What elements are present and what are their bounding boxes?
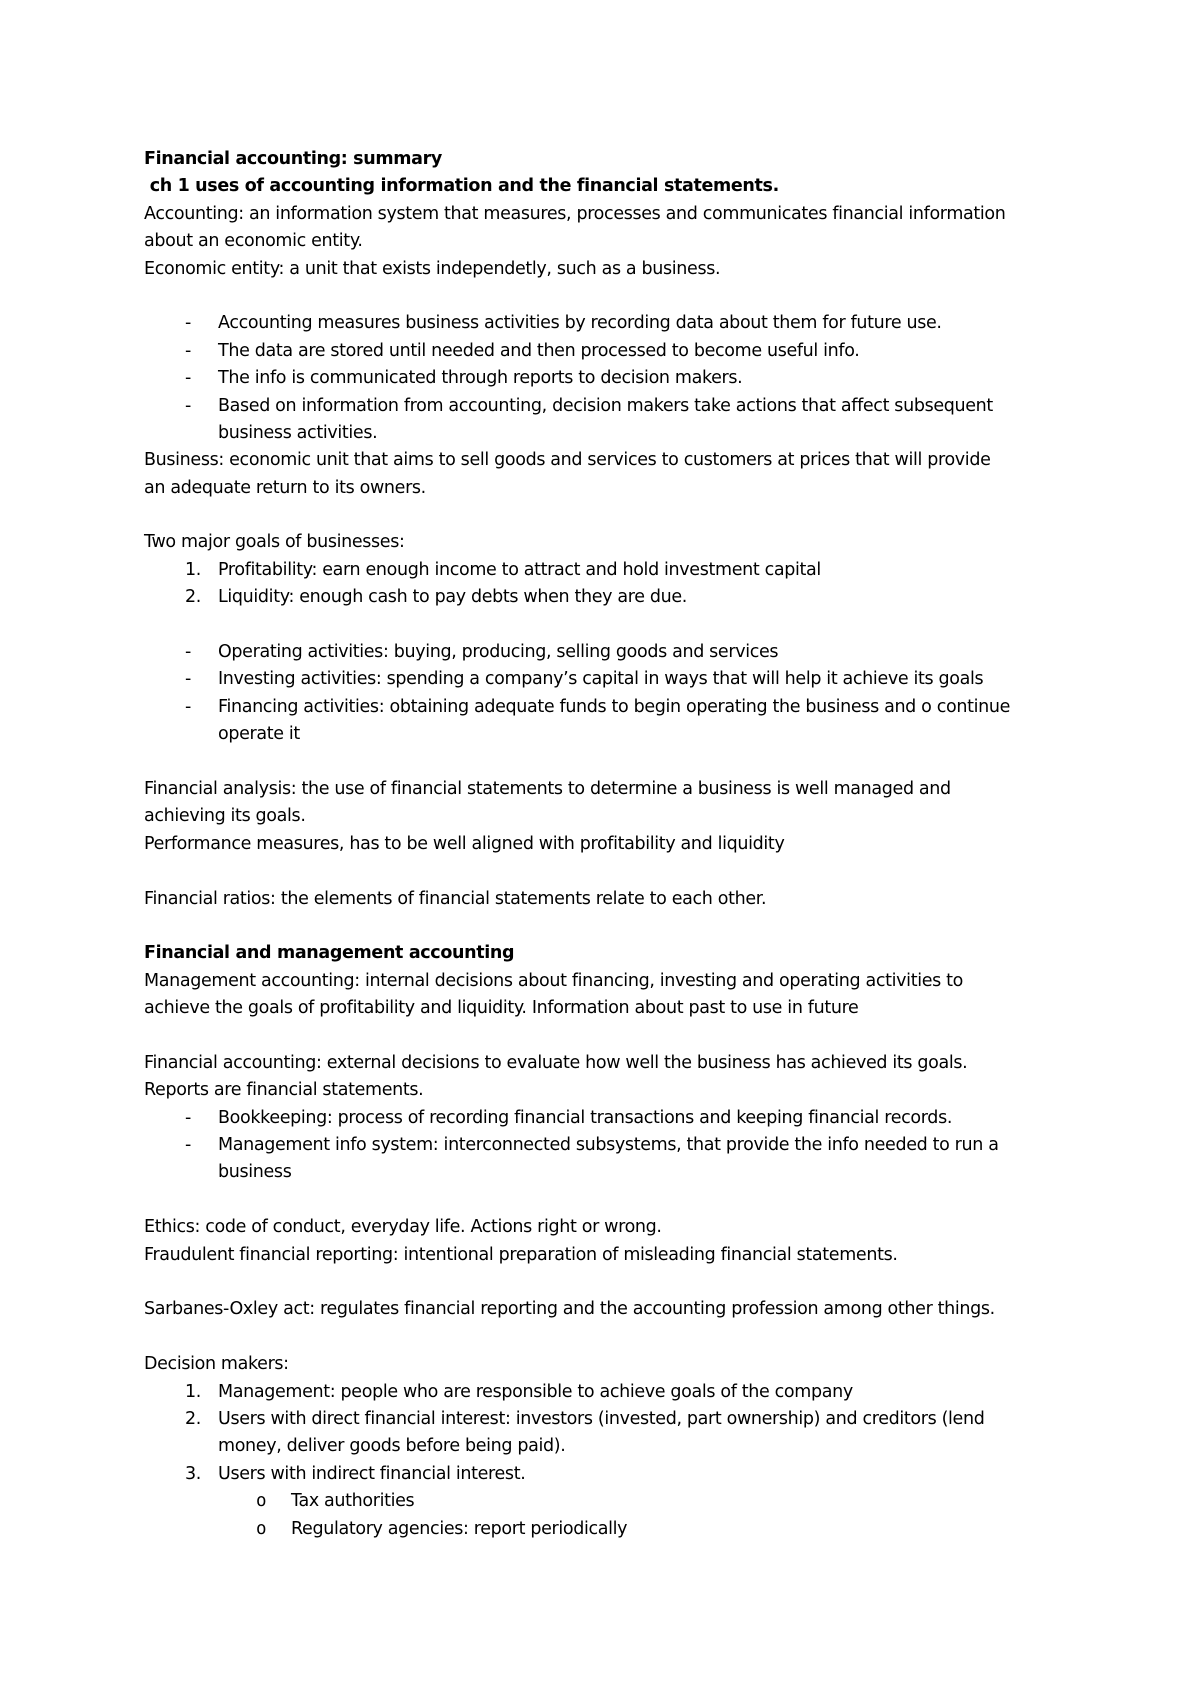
paragraph-line: achieve the goals of profitability and liquidity. Information about past to use in future	[144, 998, 859, 1019]
paragraph-line: Management accounting: internal decisions about financing, investing and operating activities to	[144, 970, 963, 991]
paragraph-line: achieving its goals.	[144, 806, 306, 827]
document-body	[144, 146, 1084, 1543]
list-item-continuation: operate it	[218, 724, 300, 745]
list-item	[144, 310, 1084, 337]
chapter-heading: ch 1 uses of accounting information and the financial statements.	[144, 176, 779, 197]
blank-line	[144, 502, 1084, 529]
list-item	[144, 365, 1084, 392]
list-item-text: Users with direct financial interest: investors (invested, part ownership) and creditors (lend	[218, 1408, 985, 1429]
list-item-text: Accounting measures business activities by recording data about them for future use.	[218, 313, 942, 334]
blank-line	[144, 283, 1084, 310]
paragraph-line: Sarbanes-Oxley act: regulates financial reporting and the accounting profession among other things.	[144, 1299, 995, 1320]
list-item-continuation: business	[218, 1162, 292, 1183]
list-item	[144, 666, 1084, 693]
numbered-item	[144, 1461, 1084, 1488]
paragraph-line: Fraudulent financial reporting: intentional preparation of misleading financial statements.	[144, 1244, 898, 1265]
list-item-text: Liquidity: enough cash to pay debts when they are due.	[218, 587, 687, 608]
numbered-item	[144, 584, 1084, 611]
list-item-continuation: business activities.	[218, 422, 378, 443]
blank-line	[144, 1324, 1084, 1351]
dash-marker: -	[185, 340, 191, 361]
section-heading: Financial and management accounting	[144, 943, 515, 964]
dash-marker: -	[185, 313, 191, 334]
sub-list-item	[144, 1516, 1084, 1543]
list-item-text: The info is communicated through reports to decision makers.	[218, 368, 743, 389]
list-item	[144, 694, 1084, 721]
dash-marker: -	[185, 368, 191, 389]
blank-line	[144, 913, 1084, 940]
blank-line	[144, 1269, 1084, 1296]
circle-bullet-marker: o	[256, 1518, 267, 1539]
list-item-text: Management info system: interconnected subsystems, that provide the info needed to run a	[218, 1135, 999, 1156]
numbered-item	[144, 1379, 1084, 1406]
blank-line	[144, 749, 1084, 776]
number-marker: 2.	[185, 587, 201, 608]
list-item	[144, 1105, 1084, 1132]
number-marker: 1.	[185, 1381, 201, 1402]
list-item-text: Investing activities: spending a company’s capital in ways that will help it achieve its goals	[218, 669, 984, 690]
dash-marker: -	[185, 1135, 191, 1156]
sub-list-item	[144, 1488, 1084, 1515]
dash-marker: -	[185, 669, 191, 690]
paragraph-line: Business: economic unit that aims to sell goods and services to customers at prices that will provide	[144, 450, 991, 471]
list-item	[144, 393, 1084, 420]
list-item-text: Users with indirect financial interest.	[218, 1463, 526, 1484]
number-marker: 3.	[185, 1463, 201, 1484]
number-marker: 1.	[185, 559, 201, 580]
list-item-text: Profitability: earn enough income to attract and hold investment capital	[218, 559, 821, 580]
number-marker: 2.	[185, 1408, 201, 1429]
paragraph-line: about an economic entity.	[144, 231, 363, 252]
list-item-text: Tax authorities	[291, 1491, 415, 1512]
dash-marker: -	[185, 696, 191, 717]
list-item-text: The data are stored until needed and then processed to become useful info.	[218, 340, 860, 361]
document-title: Financial accounting: summary	[144, 149, 442, 169]
blank-line	[144, 1187, 1084, 1214]
list-item-text: Bookkeeping: process of recording financial transactions and keeping financial records.	[218, 1107, 953, 1128]
list-item-text: Management: people who are responsible to achieve goals of the company	[218, 1381, 853, 1402]
list-item-text: Financing activities: obtaining adequate funds to begin operating the business and o continue	[218, 696, 1011, 717]
list-item-continuation: money, deliver goods before being paid).	[218, 1436, 566, 1457]
paragraph-line: Ethics: code of conduct, everyday life. Actions right or wrong.	[144, 1217, 662, 1238]
paragraph-line: Two major goals of businesses:	[144, 532, 405, 553]
paragraph-line: Decision makers:	[144, 1354, 289, 1375]
paragraph-line: Performance measures, has to be well aligned with profitability and liquidity	[144, 833, 785, 854]
blank-line	[144, 612, 1084, 639]
paragraph-line: Reports are financial statements.	[144, 1080, 424, 1101]
list-item-text: Based on information from accounting, decision makers take actions that affect subsequent	[218, 395, 993, 416]
blank-line	[144, 858, 1084, 885]
list-item-text: Regulatory agencies: report periodically	[291, 1518, 628, 1539]
paragraph-line: an adequate return to its owners.	[144, 477, 426, 498]
numbered-item	[144, 557, 1084, 584]
paragraph-line: Economic entity: a unit that exists independetly, such as a business.	[144, 258, 721, 279]
list-item	[144, 1132, 1084, 1159]
paragraph-line: Financial accounting: external decisions to evaluate how well the business has achieved its goals.	[144, 1052, 968, 1073]
paragraph-line: Accounting: an information system that measures, processes and communicates financial information	[144, 203, 1006, 224]
numbered-item	[144, 1406, 1084, 1433]
dash-marker: -	[185, 1107, 191, 1128]
circle-bullet-marker: o	[256, 1491, 267, 1512]
paragraph-line: Financial analysis: the use of financial statements to determine a business is well managed and	[144, 778, 951, 799]
dash-marker: -	[185, 642, 191, 663]
blank-line	[144, 1023, 1084, 1050]
list-item-text: Operating activities: buying, producing, selling goods and services	[218, 642, 779, 663]
paragraph-line: Financial ratios: the elements of financial statements relate to each other.	[144, 888, 767, 909]
list-item	[144, 639, 1084, 666]
list-item	[144, 338, 1084, 365]
dash-marker: -	[185, 395, 191, 416]
